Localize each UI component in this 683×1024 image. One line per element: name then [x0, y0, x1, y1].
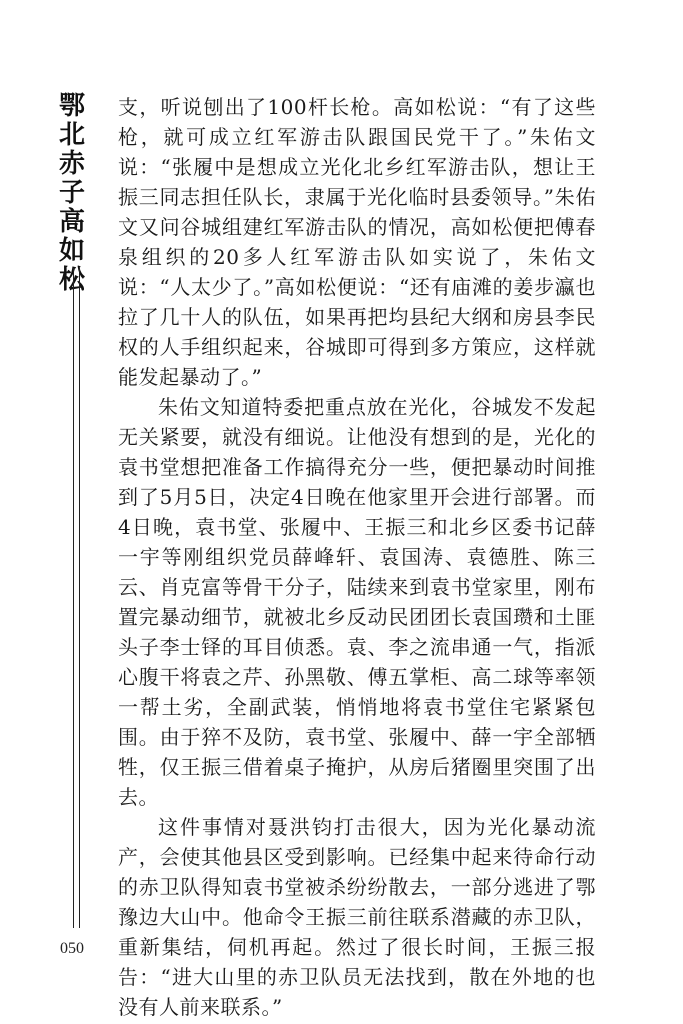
- vertical-rule: [73, 268, 80, 928]
- page-number: 050: [60, 940, 84, 957]
- paragraph: 支，听说刨出了100杆长枪。高如松说：“有了这些枪，就可成立红军游击队跟国民党干了。”朱佑文说：“张履中是想成立光化北乡红军游击队，想让王振三同志担任队长，隶属于光化临时县委领导。”朱佑文又问谷城组建红军游击队的情况，高如松便把傅春泉组织的20多人红军游击队如实说了，朱佑文说：“人太少了。”高如松便说：“还有庙滩的姜步瀛也拉了几十人的队伍，如果再把均县纪大纲和房县李民权的人手组织起来，谷城即可得到多方策应，这样就能发起暴动了。”: [118, 95, 596, 389]
- running-header-title: 鄂北赤子高如松: [58, 91, 85, 295]
- paragraph: 朱佑文知道特委把重点放在光化，谷城发不发起无关紧要，就没有细说。让他没有想到的是，光化的袁书堂想把准备工作搞得充分一些，便把暴动时间推到了5月5日，决定4日晚在他家里开会进行部署。而4日晚，袁书堂、张履中、王振三和北乡区委书记薛一宇等刚组织党员薛峰轩、袁国涛、袁德胜、陈三云、肖克富等骨干分子，陆续来到袁书堂家里，刚布置完暴动细节，就被北乡反动民团团长袁国瓒和土匪头子李士铎的耳目侦悉。袁、李之流串通一气，指派心腹干将袁之芹、孙黑敬、傅五掌柜、高二球等率领一帮土劣，全副武装，悄悄地将袁书堂住宅紧紧包围。由于猝不及防，袁书堂、张履中、薛一宇全部牺牲，仅王振三借着桌子掩护，从房后猪圈里突围了出去。: [118, 395, 596, 809]
- paragraph: 这件事情对聂洪钧打击很大，因为光化暴动流产，会使其他县区受到影响。已经集中起来待命行动的赤卫队得知袁书堂被杀纷纷散去，一部分逃进了鄂豫边大山中。他命令王振三前往联系潜藏的赤卫队，重新集结，伺机再起。然过了很长时间，王振三报告：“进大山里的赤卫队员无法找到，散在外地的也没有人前来联系。”: [118, 815, 596, 1019]
- body-text: [118, 92, 596, 1022]
